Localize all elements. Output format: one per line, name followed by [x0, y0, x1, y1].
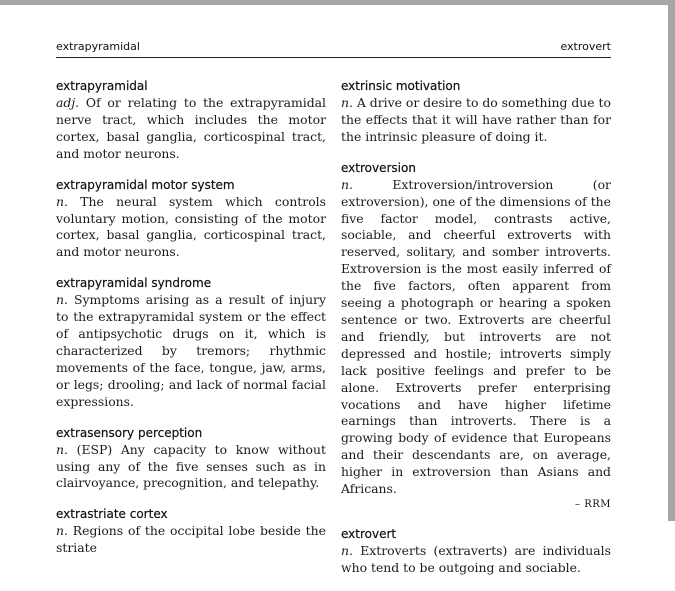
running-head-right: extrovert: [560, 40, 611, 53]
part-of-speech: n.: [341, 95, 353, 110]
definition-text: Extroversion/introversion (or extroversion), one of the dimensions of the five factor model, contrasts active, sociable, and cheerful extroverts with reserved, solitary, and somber introverts. Extroversion is the most easily inferred of the five factors, often apparent from seeing a photograph or hearing a spoken sentence or two. Extroverts are cheerful and friendly, but introverts are not depressed and hostile; introverts simply lack positive feelings and prefer to be alone. Extroverts prefer enterprising vocations and have higher lifetime earnings than introverts. There is a growing body of evidence that Europeans and their descendants are, on average, higher in extroversion than Asians and Africans.: [341, 176, 611, 497]
running-head-left: extrapyramidal: [56, 40, 140, 53]
part-of-speech: adj.: [56, 95, 80, 110]
right-column: [341, 78, 611, 591]
definition-text: (ESP) Any capacity to know without using any of the five senses such as in clairvoyance, precognition, and telepathy.: [56, 441, 326, 491]
definition-text: Extroverts (extraverts) are individuals who tend to be outgoing and sociable.: [341, 542, 611, 575]
entry-extrovert: [341, 526, 611, 577]
header-rule: [56, 57, 611, 58]
part-of-speech: n.: [56, 441, 68, 457]
entry-headword: extrinsic motivation: [341, 79, 461, 93]
left-column: [56, 78, 326, 571]
part-of-speech: n.: [56, 523, 68, 539]
entry-definition: [56, 523, 326, 557]
definition-text: A drive or desire to do something due to the effects that it will have rather than for the intrinsic pleasure of doing it.: [341, 95, 611, 144]
entry-headword: extrapyramidal syndrome: [56, 276, 212, 291]
part-of-speech: n.: [341, 176, 353, 192]
entry-definition: [56, 95, 326, 163]
entry-definition: [56, 194, 326, 262]
entry-extrasensory-perception: [56, 425, 326, 493]
entry-headword: extrapyramidal: [56, 79, 148, 93]
viewer-scrollbar-track[interactable]: [668, 0, 675, 521]
part-of-speech: n.: [56, 292, 68, 308]
entry-definition: [341, 177, 611, 498]
entry-headword: extrapyramidal motor system: [56, 177, 235, 192]
entry-headword: extroversion: [341, 160, 416, 175]
entry-extrapyramidal: [56, 78, 326, 163]
author-signature: – RRM: [575, 498, 611, 510]
running-head: [56, 40, 611, 56]
entry-extrapyramidal-syndrome: [56, 275, 326, 410]
entry-extrinsic-motivation: [341, 78, 611, 146]
entry-definition: [56, 442, 326, 493]
entry-definition: [341, 95, 611, 146]
viewer-top-border: [0, 0, 675, 5]
entry-extrastriate-cortex: [56, 506, 326, 557]
part-of-speech: n.: [56, 193, 68, 209]
definition-text: Of or relating to the extrapyramidal nerve tract, which includes the motor cortex, basal ganglia, corticospinal tract, and motor neurons.: [56, 95, 326, 161]
entry-headword: extrovert: [341, 526, 397, 541]
entry-extroversion: [341, 160, 611, 512]
definition-text: The neural system which controls voluntary motion, consisting of the motor cortex, basal ganglia, corticospinal tract, and motor neurons.: [56, 193, 326, 260]
entry-definition: [341, 543, 611, 577]
entry-extrapyramidal-motor-system: [56, 177, 326, 262]
entry-headword: extrastriate cortex: [56, 507, 168, 522]
entry-headword: extrasensory perception: [56, 425, 203, 440]
definition-text: Regions of the occipital lobe beside the striate: [56, 523, 326, 556]
entry-definition: [56, 292, 326, 410]
part-of-speech: n.: [341, 542, 353, 558]
definition-text: Symptoms arising as a result of injury to the extrapyramidal system or the effect of antipsychotic drugs on it, which is characterized by tremors; rhythmic movements of the face, tongue, jaw, arms, or legs; drooling; and lack of normal facial expressions.: [56, 292, 326, 409]
